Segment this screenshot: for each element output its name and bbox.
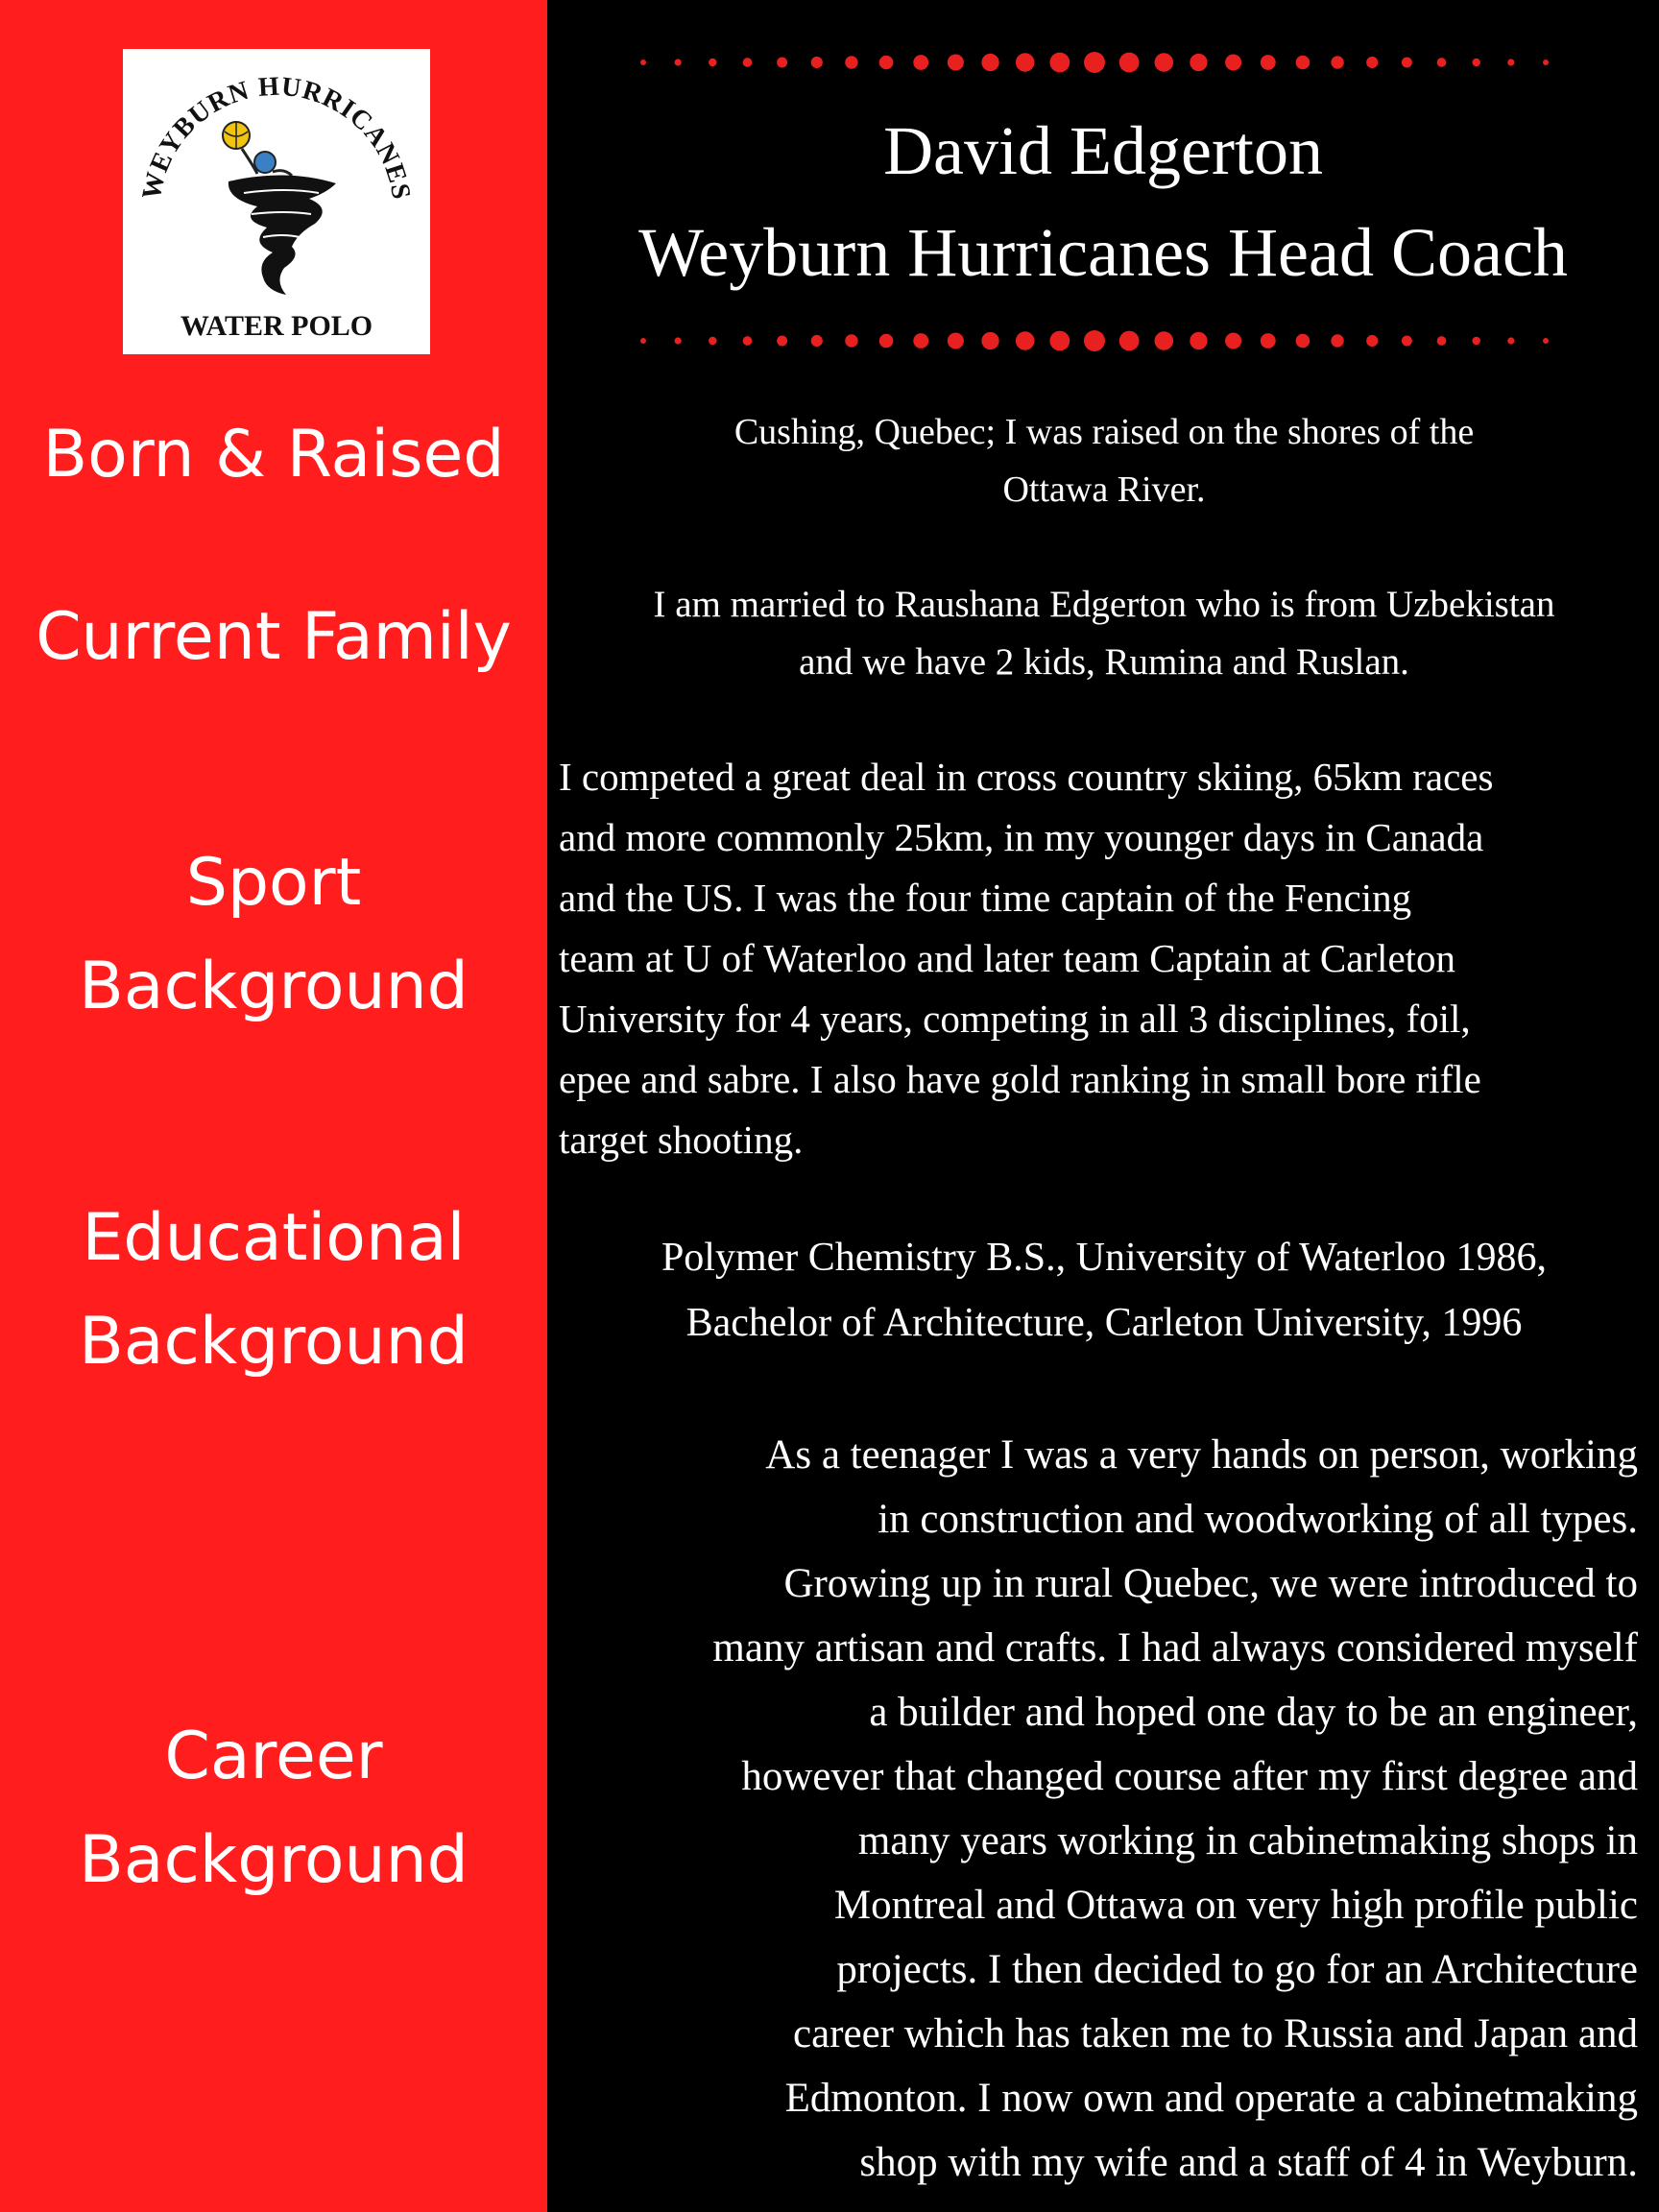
divider-dot [743, 58, 753, 67]
divider-dot [913, 333, 928, 349]
divider-dot [948, 332, 964, 349]
divider-dot [845, 334, 857, 347]
text-educational-background: Polymer Chemistry B.S., University of Waterloo 1986, Bachelor of Architecture, Carleton University, 1996 [661, 1236, 1548, 1345]
divider-dot [777, 58, 787, 68]
dot-divider-top [547, 48, 1659, 77]
divider-dot [1472, 337, 1479, 345]
text-career-background: As a teenager I was a very hands on person, working in construction and woodworking of all types. Growing up in rural Quebec, we were introduced to many artisan and crafts. I had always considered myself a builder and hoped one day to be an engineer, however that changed course after my first degree and many years working in cabinetmaking shops in Montreal and Ottawa on very high profile public projects. I then decided to go for an Architecture career which has taken me to Russia and Japan and Edmonton. I now own and operate a cabinetmaking shop with my wife and a staff of 4 in Weyburn. [712, 1432, 1638, 2185]
divider-dot [879, 56, 894, 70]
divider-dot [675, 337, 682, 344]
coach-name: David Edgerton [883, 112, 1323, 189]
divider-dot [879, 334, 894, 349]
divider-dot [709, 337, 716, 345]
divider-dot [709, 59, 716, 66]
divider-dot [1261, 55, 1276, 70]
player-icon [254, 152, 276, 173]
divider-dot [913, 55, 928, 70]
divider-dot [1296, 56, 1310, 70]
divider-dot [1119, 53, 1140, 73]
text-sport-background: I competed a great deal in cross country skiing, 65km races and more commonly 25km, in my younger days in Canada and the US. I was the four time captain of the Fencing team at U of Waterloo and later team Captain at Carleton University for 4 years, competing in all 3 disciplines, foil, epee and sabre. I also have gold ranking in small bore rifle target shooting. [559, 755, 1494, 1162]
label-current-family: Current Family [36, 599, 512, 675]
divider-dot [1084, 52, 1105, 73]
divider-dot [1119, 331, 1140, 351]
divider-dot [1225, 54, 1241, 70]
label-educational-background: Educational Background [79, 1200, 469, 1380]
water-polo-logo-image [123, 49, 430, 354]
divider-dot [1366, 57, 1378, 68]
divider-dot [1402, 336, 1412, 347]
divider-dot [1366, 335, 1378, 347]
divider-dot [675, 59, 682, 65]
coach-title: Weyburn Hurricanes Head Coach [638, 214, 1568, 291]
divider-dot [777, 336, 787, 347]
divider-dot [981, 54, 998, 71]
divider-dot [1437, 58, 1447, 67]
divider-dot [1543, 60, 1549, 65]
divider-dot [1190, 54, 1207, 71]
divider-dot [640, 338, 646, 344]
divider-dot [845, 56, 857, 68]
divider-dot [1155, 53, 1174, 72]
divider-dot [1296, 334, 1310, 349]
divider-dot [640, 60, 646, 65]
logo-bottom-text: WATER POLO [180, 310, 373, 342]
divider-dot [1331, 334, 1343, 347]
text-current-family: I am married to Raushana Edgerton who is from Uzbekistan and we have 2 kids, Rumina and Ruslan. [653, 584, 1555, 683]
divider-dot [1225, 332, 1241, 349]
team-logo [123, 49, 430, 354]
logo-top-text: WEYBURN HURRICANES [136, 71, 417, 203]
divider-dot [1049, 53, 1070, 73]
divider-dot [981, 332, 998, 349]
label-career-background: Career Background [79, 1719, 469, 1898]
divider-dot [1016, 53, 1035, 72]
dot-divider-bottom [547, 326, 1659, 355]
divider-dot [1084, 330, 1105, 351]
divider-dot [1507, 59, 1514, 65]
text-born-raised: Cushing, Quebec; I was raised on the shores of the Ottawa River. [733, 412, 1475, 510]
divider-dot [1437, 336, 1447, 346]
divider-dot [811, 57, 823, 68]
divider-dot [743, 336, 753, 346]
divider-dot [1331, 56, 1343, 68]
label-sport-background: Sport Background [79, 845, 469, 1024]
divider-dot [948, 54, 964, 70]
divider-dot [1261, 333, 1276, 349]
label-born-raised: Born & Raised [42, 417, 505, 493]
divider-dot [1402, 58, 1412, 68]
divider-dot [811, 335, 823, 347]
divider-dot [1155, 331, 1174, 350]
divider-dot [1543, 338, 1549, 344]
divider-dot [1049, 331, 1070, 351]
divider-dot [1472, 59, 1479, 66]
divider-dot [1016, 331, 1035, 350]
divider-dot [1507, 337, 1514, 344]
divider-dot [1190, 332, 1207, 349]
